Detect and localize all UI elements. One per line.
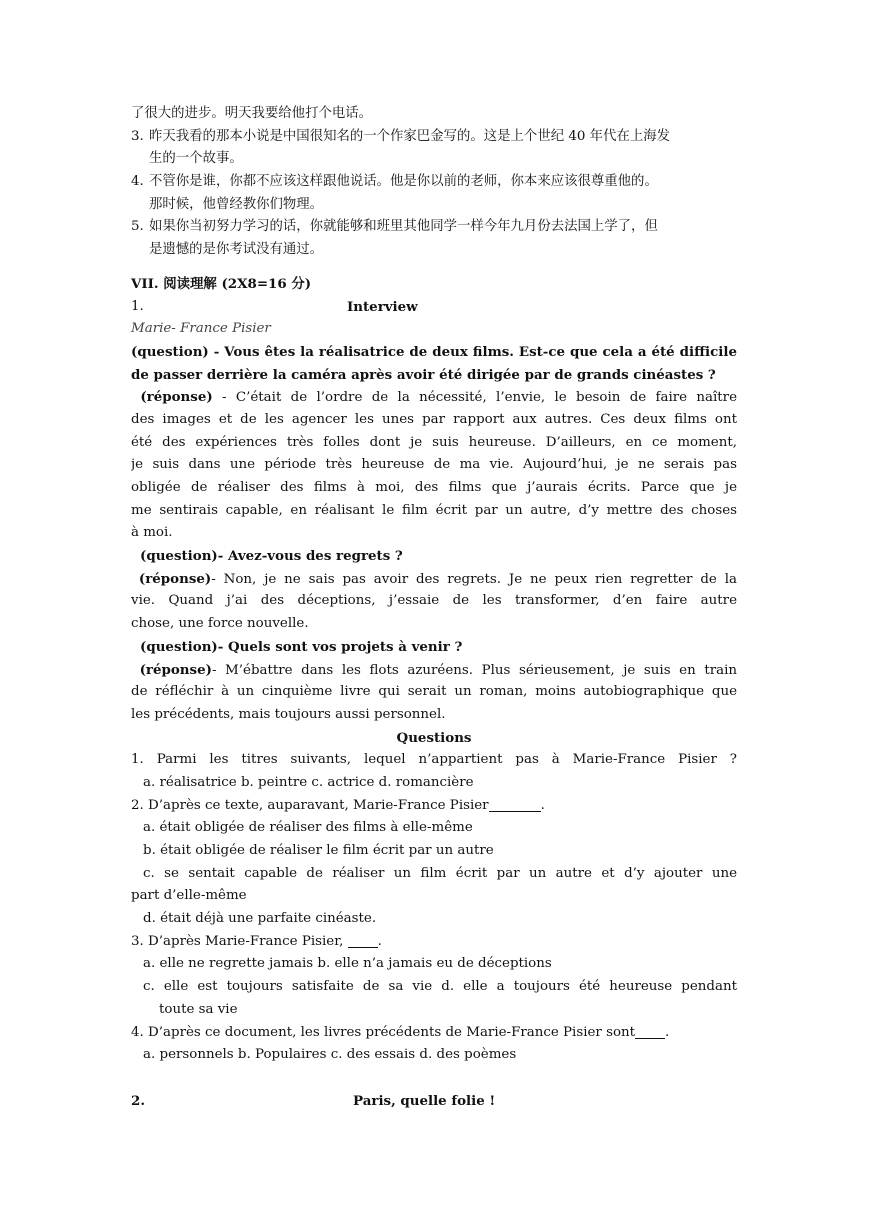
response-1-line: je suis dans une période très heureuse de ma vie. Aujourd’hui, je ne serais pas (131, 457, 737, 473)
answer-blank (489, 797, 541, 812)
translation-item-3 (131, 126, 737, 171)
question-text: 4. D’après ce document, les livres précédents de Marie-France Pisier sont (131, 1024, 636, 1040)
response-2-line: chose, une force nouvelle. (131, 616, 309, 632)
response-3-line: de réfléchir à un cinquième livre qui serait un roman, moins autobiographique que (131, 684, 737, 700)
passage2-header (131, 1090, 737, 1113)
translation-item-5 (131, 216, 737, 261)
response-label: (réponse) (138, 570, 212, 587)
question-3: (question)- Quels sont vos projets à venir ? (140, 638, 463, 655)
response-3-line (131, 659, 737, 682)
response-1-line: été des expériences très folles dont je suis heureuse. D’ailleurs, en ce moment, (131, 434, 737, 450)
answer-blank (635, 1024, 665, 1039)
quiz-question-3-options: a. elle ne regrette jamais b. elle n’a jamais eu de déceptions (143, 956, 552, 972)
question-1-line: de passer derrière la caméra après avoir été dirigée par de grands cinéastes ? (131, 366, 716, 383)
passage1-header (131, 296, 737, 319)
response-1-line: me sentirais capable, en réalisant le film écrit par un autre, d’y mettre des choses (131, 502, 737, 518)
item-number: 4. (131, 174, 144, 190)
question-end: . (377, 933, 382, 949)
question-end: . (540, 797, 545, 813)
quiz-question-1: 1. Parmi les titres suivants, lequel n’appartient pas à Marie-France Pisier ? (131, 752, 737, 768)
translation-line-top: 了很大的进步。明天我要给他打个电话。 (131, 106, 373, 121)
answer-blank (348, 933, 378, 948)
quiz-question-4 (131, 1022, 737, 1045)
question-1-line: (question) - Vous êtes la réalisatrice de deux films. Est-ce que cela a été difficile (131, 343, 737, 360)
response-3-line: les précédents, mais toujours aussi personnel. (131, 706, 446, 722)
quiz-question-1-options: a. réalisatrice b. peintre c. actrice d. romancière (143, 774, 474, 790)
quiz-question-3 (131, 931, 737, 954)
item-number: 3. (131, 128, 144, 144)
response-label: (réponse) (140, 389, 213, 406)
response-2-line (131, 568, 737, 591)
document-page (131, 103, 737, 1112)
response-label: (réponse) (139, 661, 212, 678)
response-text: - M’ébattre dans les flots azuréens. Plus sérieusement, je suis en train (211, 662, 737, 678)
quiz-question-2-option-b: b. était obligée de réaliser le film écrit par un autre (143, 843, 494, 858)
passage2-title: Paris, quelle folie ! (353, 1092, 496, 1109)
quiz-question-2-option-c: c. se sentait capable de réaliser un film écrit par un autre et d’y ajouter une (143, 865, 737, 881)
passage1-title: Interview (347, 298, 418, 315)
passage1-number: 1. (131, 298, 144, 314)
item-text: 如果你当初努力学习的话，你就能够和班里其他同学一样今年九月份去法国上学了，但 (149, 219, 658, 235)
question-text: 2. D’après ce texte, auparavant, Marie-France Pisier (131, 797, 489, 813)
passage2-number: 2. (131, 1092, 145, 1109)
quiz-question-3-options: c. elle est toujours satisfaite de sa vie d. elle a toujours été heureuse pendant (143, 979, 737, 995)
question-end: . (665, 1024, 670, 1040)
response-2-line: vie. Quand j’ai des déceptions, j’essaie de les transformer, d’en faire autre (131, 593, 737, 609)
question-text: 3. D’après Marie-France Pisier, (131, 933, 348, 949)
translation-item-4 (131, 171, 737, 216)
item-text: 不管你是谁，你都不应该这样跟他说话。他是你以前的老师，你本来应该很尊重他的。 (149, 174, 658, 190)
quiz-question-2-option-a: a. était obligée de réaliser des films à elle-même (143, 820, 473, 836)
response-text: - C’était de l’ordre de la nécessité, l’envie, le besoin de faire naître (212, 390, 737, 406)
item-text: 是遗憾的是你考试没有通过。 (149, 242, 324, 258)
section-heading: VII. 阅读理解 (2X8=16 分) (131, 275, 312, 292)
question-2: (question)- Avez-vous des regrets ? (140, 548, 403, 565)
author-name: Marie- France Pisier (131, 321, 271, 337)
item-text: 生的一个故事。 (149, 151, 243, 167)
quiz-question-2-option-d: d. était déjà une parfaite cinéaste. (143, 911, 377, 927)
item-text: 那时候，他曾经教你们物理。 (149, 196, 324, 212)
response-1-line: à moi. (131, 525, 173, 541)
response-text: - Non, je ne sais pas avoir des regrets. Je ne peux rien regretter de la (211, 571, 737, 587)
response-1-line (131, 386, 737, 409)
quiz-question-2 (131, 795, 737, 818)
item-number: 5. (131, 219, 144, 235)
item-text: 昨天我看的那本小说是中国很知名的一个作家巴金写的。这是上个世纪 40 年代在上海发 (149, 128, 671, 144)
questions-title: Questions (396, 729, 472, 746)
quiz-question-2-option-c: part d’elle-même (131, 888, 247, 904)
quiz-question-4-options: a. personnels b. Populaires c. des essais d. des poèmes (143, 1047, 517, 1063)
response-1-line: obligée de réaliser des films à moi, des films que j’aurais écrits. Parce que je (131, 480, 737, 495)
response-1-line: des images et de les agencer les unes par rapport aux autres. Ces deux films ont (131, 411, 737, 427)
quiz-question-3-options: toute sa vie (159, 1001, 238, 1017)
